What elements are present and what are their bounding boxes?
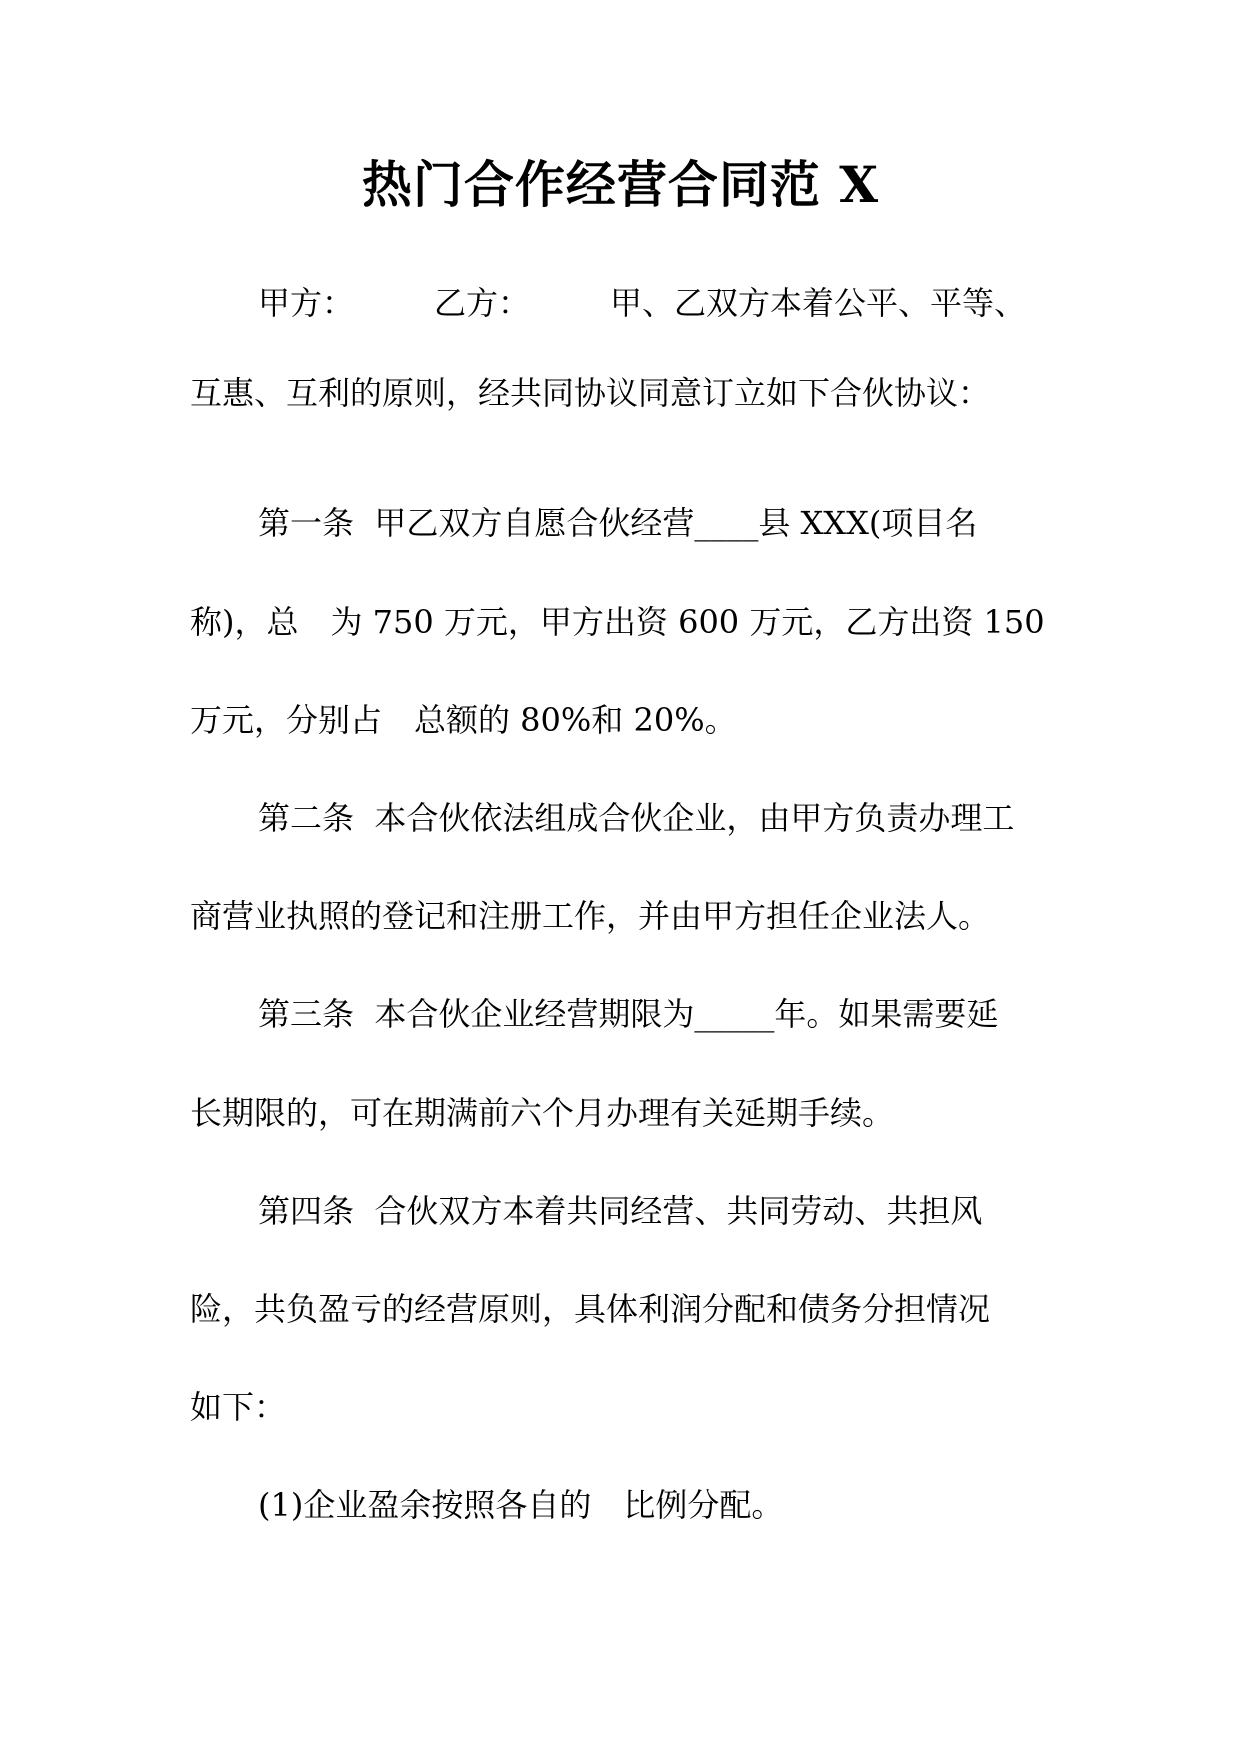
- article-1-line: 称)，总 为 750 万元，甲方出资 600 万元，乙方出资 150: [190, 603, 1045, 641]
- article-3-line: 第三条 本合伙企业经营期限为_____年。如果需要延: [258, 995, 999, 1033]
- clause-item-1: (1)企业盈余按照各自的 比例分配。: [258, 1486, 784, 1524]
- paragraph-line: 甲方： 乙方： 甲、乙双方本着公平、平等、: [258, 284, 1027, 322]
- article-2-line: 第二条 本合伙依法组成合伙企业，由甲方负责办理工: [258, 799, 1015, 837]
- article-1-line: 万元，分别占 总额的 80%和 20%。: [190, 701, 737, 739]
- document-title: 热门合作经营合同范 X: [361, 155, 880, 214]
- article-4-line: 险，共负盈亏的经营原则，具体利润分配和债务分担情况: [190, 1290, 991, 1328]
- article-4-line: 第四条 合伙双方本着共同经营、共同劳动、共担风: [258, 1192, 983, 1230]
- article-2-line: 商营业执照的登记和注册工作，并由甲方担任企业法人。: [190, 897, 991, 935]
- article-4-line: 如下：: [190, 1388, 287, 1426]
- article-3-line: 长期限的，可在期满前六个月办理有关延期手续。: [190, 1094, 895, 1132]
- article-1-line: 第一条 甲乙双方自愿合伙经营____县 XXX(项目名: [258, 504, 978, 542]
- paragraph-line: 互惠、互利的原则，经共同协议同意订立如下合伙协议：: [190, 374, 991, 412]
